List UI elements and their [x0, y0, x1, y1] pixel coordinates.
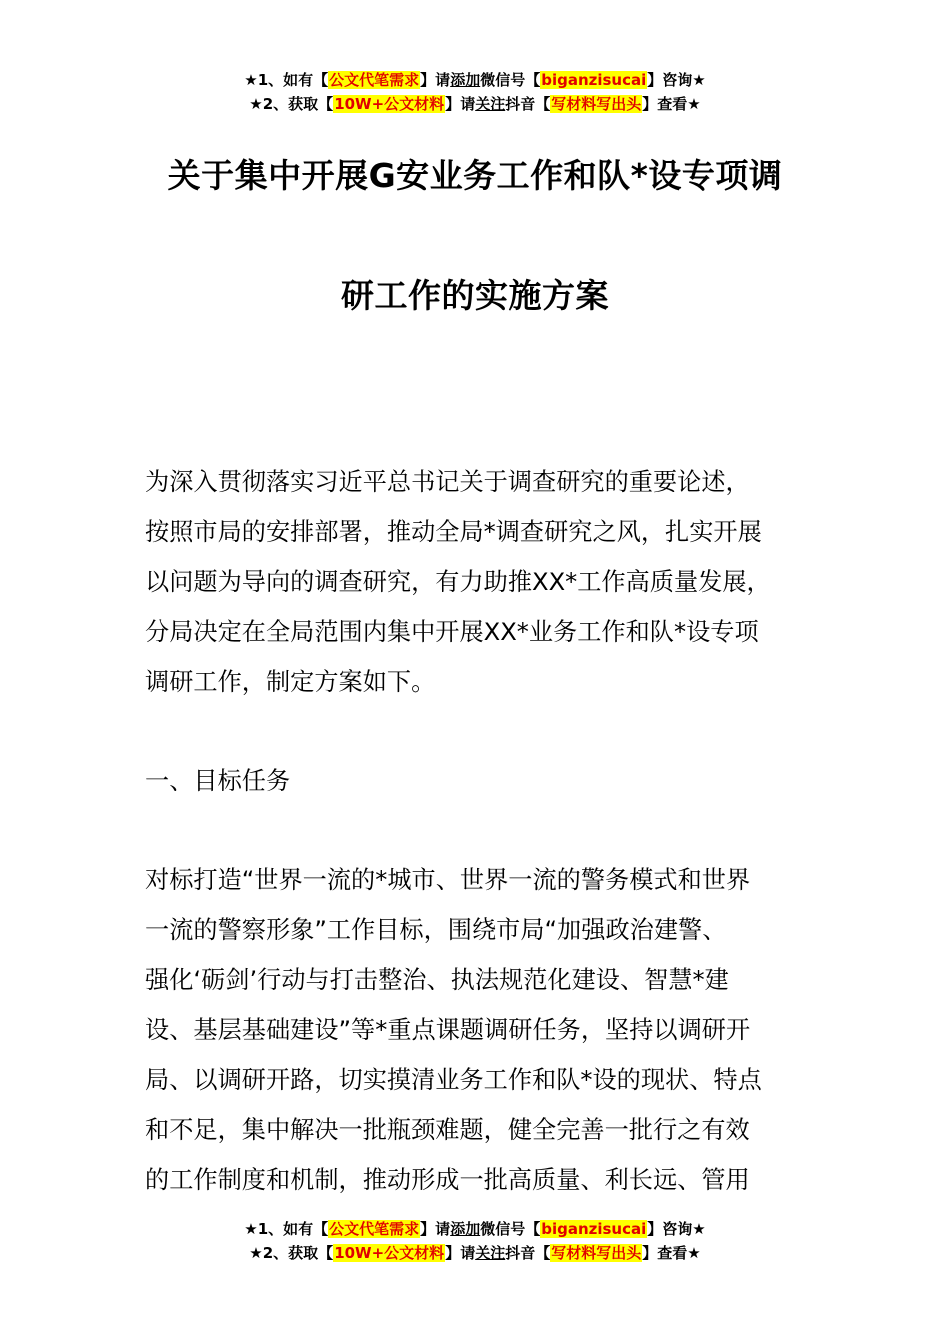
highlight-materials: 10W+公文材料	[334, 1244, 445, 1262]
highlight-service: 公文代笔需求	[329, 1220, 420, 1238]
highlight-wechat-id: biganzisucai	[541, 71, 647, 89]
paragraph-line: 的工作制度和机制，推动形成一批高质量、利长远、管用	[145, 1166, 750, 1194]
banner-line-2: ★2、获取【10W+公文材料】请关注抖音【写材料写出头】查看★	[249, 1244, 701, 1262]
banner-line-1: ★1、如有【公文代笔需求】请添加微信号【biganzisucai】咨询★	[244, 1220, 706, 1238]
highlight-service: 公文代笔需求	[329, 71, 420, 89]
paragraph-line: 局、以调研开路，切实摸清业务工作和队*设的现状、特点	[145, 1066, 762, 1094]
paragraph-line: 为深入贯彻落实习近平总书记关于调查研究的重要论述，	[145, 468, 750, 496]
header-banner	[0, 68, 950, 116]
goals-paragraph	[145, 855, 810, 1205]
paragraph-line: 和不足，集中解决一批瓶颈难题，健全完善一批行之有效	[145, 1116, 750, 1144]
paragraph-line: 调研工作，制定方案如下。	[145, 668, 436, 696]
intro-paragraph	[145, 457, 810, 707]
paragraph-line: 强化‘砺剑’行动与打击整治、执法规范化建设、智慧*建	[145, 966, 729, 994]
highlight-wechat-id: biganzisucai	[541, 1220, 647, 1238]
paragraph-line: 设、基层基础建设”等*重点课题调研任务，坚持以调研开	[145, 1016, 751, 1044]
paragraph-line: 分局决定在全局范围内集中开展XX*业务工作和队*设专项	[145, 618, 759, 646]
banner-line-1: ★1、如有【公文代笔需求】请添加微信号【biganzisucai】咨询★	[244, 71, 706, 89]
paragraph-line: 按照市局的安排部署，推动全局*调查研究之风，扎实开展	[145, 518, 762, 546]
document-title-line-1: 关于集中开展G安业务工作和队*设专项调	[167, 156, 783, 195]
highlight-materials: 10W+公文材料	[334, 95, 445, 113]
highlight-douyin-id: 写材料写出头	[551, 95, 642, 113]
document-title-line-2: 研工作的实施方案	[341, 276, 609, 315]
footer-banner	[0, 1217, 950, 1265]
section-heading-goals: 一、目标任务	[145, 767, 291, 795]
highlight-douyin-id: 写材料写出头	[551, 1244, 642, 1262]
paragraph-line: 对标打造“世界一流的*城市、世界一流的警务模式和世界	[145, 866, 751, 894]
paragraph-line: 以问题为导向的调查研究，有力助推XX*工作高质量发展，	[145, 568, 771, 596]
banner-line-2: ★2、获取【10W+公文材料】请关注抖音【写材料写出头】查看★	[249, 95, 701, 113]
paragraph-line: 一流的警察形象”工作目标，围绕市局“加强政治建警、	[145, 916, 727, 944]
